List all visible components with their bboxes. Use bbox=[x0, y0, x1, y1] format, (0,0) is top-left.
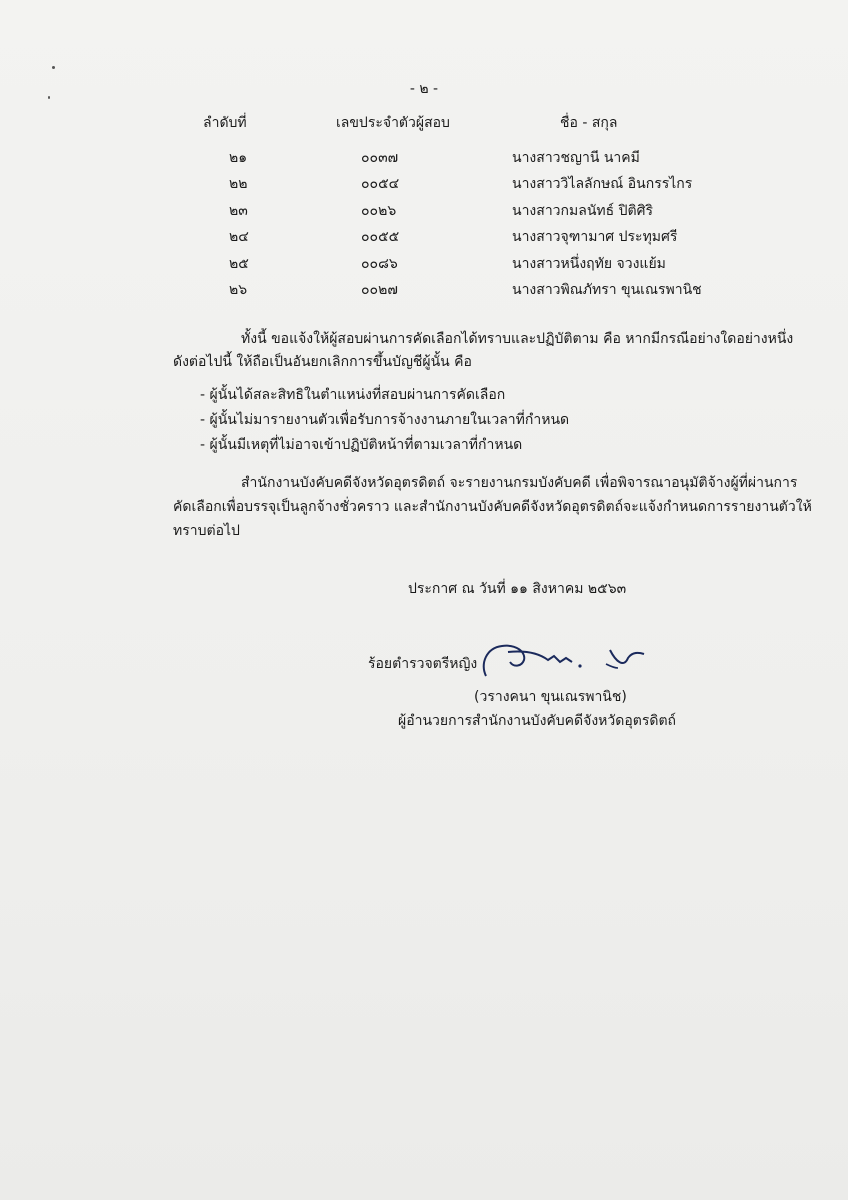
report-paragraph-line: ทราบต่อไป bbox=[173, 523, 240, 539]
condition-item: - ผู้นั้นไม่มารายงานตัวเพื่อรับการจ้างงานภายในเวลาที่กำหนด bbox=[200, 412, 570, 428]
page-number: - ๒ - bbox=[409, 81, 439, 97]
signer-name: (วรางคนา ขุนเณรพานิช) bbox=[474, 689, 627, 705]
cell-name: นางสาวกมลนัทธ์ ปิติศิริ bbox=[512, 202, 653, 219]
table-row bbox=[0, 147, 848, 173]
table-row bbox=[0, 279, 848, 305]
cell-order: ๒๔ bbox=[229, 229, 249, 246]
cell-order: ๒๕ bbox=[229, 255, 249, 272]
table-row bbox=[0, 253, 848, 279]
table-header-order: ลำดับที่ bbox=[203, 115, 247, 131]
scan-speck bbox=[52, 66, 55, 69]
cell-name: นางสาวหนึ่งฤทัย จวงแย้ม bbox=[512, 255, 666, 272]
cell-order: ๒๑ bbox=[229, 150, 248, 166]
notice-paragraph-line: ดังต่อไปนี้ ให้ถือเป็นอันยกเลิกการขึ้นบัญชีผู้นั้น คือ bbox=[173, 354, 472, 370]
cell-name: นางสาวจุฑามาศ ประทุมศรี bbox=[512, 229, 678, 246]
cell-name: นางสาวชญานี นาคมี bbox=[512, 150, 640, 166]
cell-id: ๐๐๒๖ bbox=[361, 202, 397, 219]
cell-order: ๒๒ bbox=[229, 176, 248, 193]
notice-paragraph-line: ทั้งนี้ ขอแจ้งให้ผู้สอบผ่านการคัดเลือกได้ทราบและปฏิบัติตาม คือ หากมีกรณีอย่างใดอย่างหนึ่ง bbox=[241, 331, 794, 347]
cell-id: ๐๐๒๗ bbox=[361, 281, 398, 298]
cell-id: ๐๐๕๕ bbox=[361, 229, 400, 246]
cell-id: ๐๐๕๔ bbox=[361, 176, 400, 193]
table-header-name: ชื่อ - สกุล bbox=[560, 115, 618, 131]
table-header-id: เลขประจำตัวผู้สอบ bbox=[336, 115, 450, 131]
handwritten-signature bbox=[478, 634, 648, 684]
condition-item: - ผู้นั้นมีเหตุที่ไม่อาจเข้าปฏิบัติหน้าที่ตามเวลาที่กำหนด bbox=[200, 437, 523, 453]
cell-name: นางสาววิไลลักษณ์ อินกรรไกร bbox=[512, 176, 693, 193]
announcement-date: ประกาศ ณ วันที่ ๑๑ สิงหาคม ๒๕๖๓ bbox=[408, 581, 627, 597]
cell-order: ๒๓ bbox=[229, 202, 248, 219]
signer-rank: ร้อยตำรวจตรีหญิง bbox=[368, 656, 478, 672]
signer-position: ผู้อำนวยการสำนักงานบังคับคดีจังหวัดอุตรดิตถ์ bbox=[398, 713, 677, 729]
report-paragraph-line: สำนักงานบังคับคดีจังหวัดอุตรดิตถ์ จะรายงานกรมบังคับคดี เพื่อพิจารณาอนุมัติจ้างผู้ที่ผ่านการ bbox=[241, 475, 798, 491]
cell-id: ๐๐๘๖ bbox=[361, 255, 398, 272]
cell-order: ๒๖ bbox=[229, 281, 248, 298]
cell-name: นางสาวพิณภัทรา ขุนเณรพานิช bbox=[512, 281, 702, 298]
table-row bbox=[0, 200, 848, 226]
condition-item: - ผู้นั้นได้สละสิทธิในตำแหน่งที่สอบผ่านการคัดเลือก bbox=[200, 387, 506, 403]
report-paragraph-line: คัดเลือกเพื่อบรรจุเป็นลูกจ้างชั่วคราว และสำนักงานบังคับคดีจังหวัดอุตรดิตถ์จะแจ้งกำหนดการรายงานตัวให้ bbox=[173, 499, 812, 515]
table-row bbox=[0, 226, 848, 252]
cell-id: ๐๐๓๗ bbox=[361, 150, 399, 166]
table-row bbox=[0, 173, 848, 199]
candidate-table bbox=[0, 147, 848, 305]
